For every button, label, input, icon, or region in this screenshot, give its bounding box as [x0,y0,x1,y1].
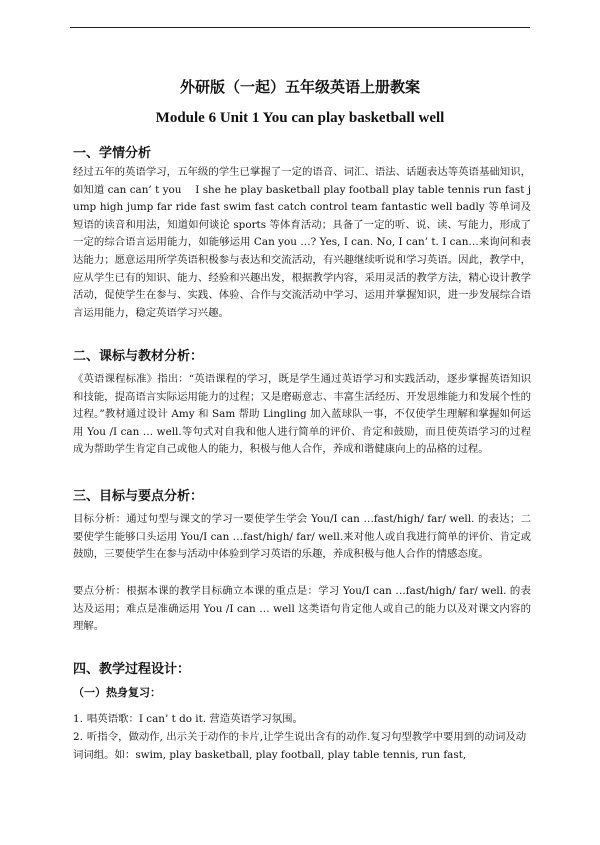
section-paragraph: 要点分析：根据本课的教学目标确立本课的重点是：学习 You/I can …fast/high/ far/ well. 的表达及运用；难点是准确运用 You /I can … well 这类语句肯定他人或自己的能力以及对课文内容的理解。 [73,585,531,633]
list-item [73,729,531,764]
section-paragraph: 《英语课程标准》指出：“英语课程的学习，既是学生通过英语学习和实践活动，逐步掌握英语知识和技能，提高语言实际运用能力的过程；又是磨砺意志、丰富生活经历、开发思维能力和发展个性的过程。”教材通过设计 Amy 和 Sam 帮助 Lingling 加入蓝球队一事，不仅使学生理解和掌握如何运用 You /I can … well.等句式对自我和他人进行简单的评价、肯定和鼓励，而且使英语学习的过程成为帮助学生肯定自己或他人的能力，积极与他人合作，养成和谐健康向上的品格的过程。 [73,373,531,456]
list-item-text: 听指令，做动作, 出示关于动作的卡片,让学生说出含有的动作.复习句型教学中要用到的动词及动词词组。如：swim, play basketball, play football, play table tennis, run fast, [73,731,527,761]
section-paragraph: 经过五年的英语学习，五年级的学生已掌握了一定的语音、词汇、语法、话题表达等英语基础知识，如知道 can can’ t you I she he play basketball play football play table tennis run fast jump high jump far ride fast swim fast catch control team fantastic well badly 等单词及短语的读音和用法，知道如何谈论 sports 等体育活动；具备了一定的听、说、读、写能力，形成了一定的综合语言运用能力，如能够运用 Can you …? Yes, I can. No, I can’ t. I can…来询问和表达能力；愿意运用所学英语积极参与表达和交流活动，有兴趣继续听说和学习英语。因此，教学中，应从学生已有的知识、能力、经验和兴趣出发，根据教学内容，采用灵活的教学方法，精心设计教学活动，促使学生在参与、实践、体验、合作与交流活动中学习、运用并掌握知识，进一步发展综合语言运用能力，稳定英语学习兴趣。 [73,166,531,319]
section-subheading: （一）热身复习： [73,686,161,699]
section-heading: 二、课标与教材分析： [73,349,204,364]
section-heading: 三、目标与要点分析： [73,489,204,504]
section-heading: 一、学情分析 [73,146,152,161]
header-rule [70,27,530,28]
list-item-number: 2. [73,731,83,743]
section-paragraph: 目标分析：通过句型与课文的学习一要使学生学会 You/I can …fast/high/ far/ well. 的表达；二要使学生能够口头运用 You/I can …fast/high/ far/ well.来对他人或自我进行简单的评价、肯定或鼓励，三要使学生在参与活动中体验到学习英语的乐趣，养成积极与他人合作的情感态度。 [73,513,531,561]
list-item [73,711,531,729]
document-title: 外研版（一起）五年级英语上册教案 [179,78,420,96]
list-item-text: 唱英语歌：I can’ t do it. 营造英语学习氛围。 [86,713,303,725]
document-subtitle: Module 6 Unit 1 You can play basketball well [155,110,445,126]
section-heading: 四、教学过程设计： [73,662,191,677]
list-item-number: 1. [73,713,83,725]
